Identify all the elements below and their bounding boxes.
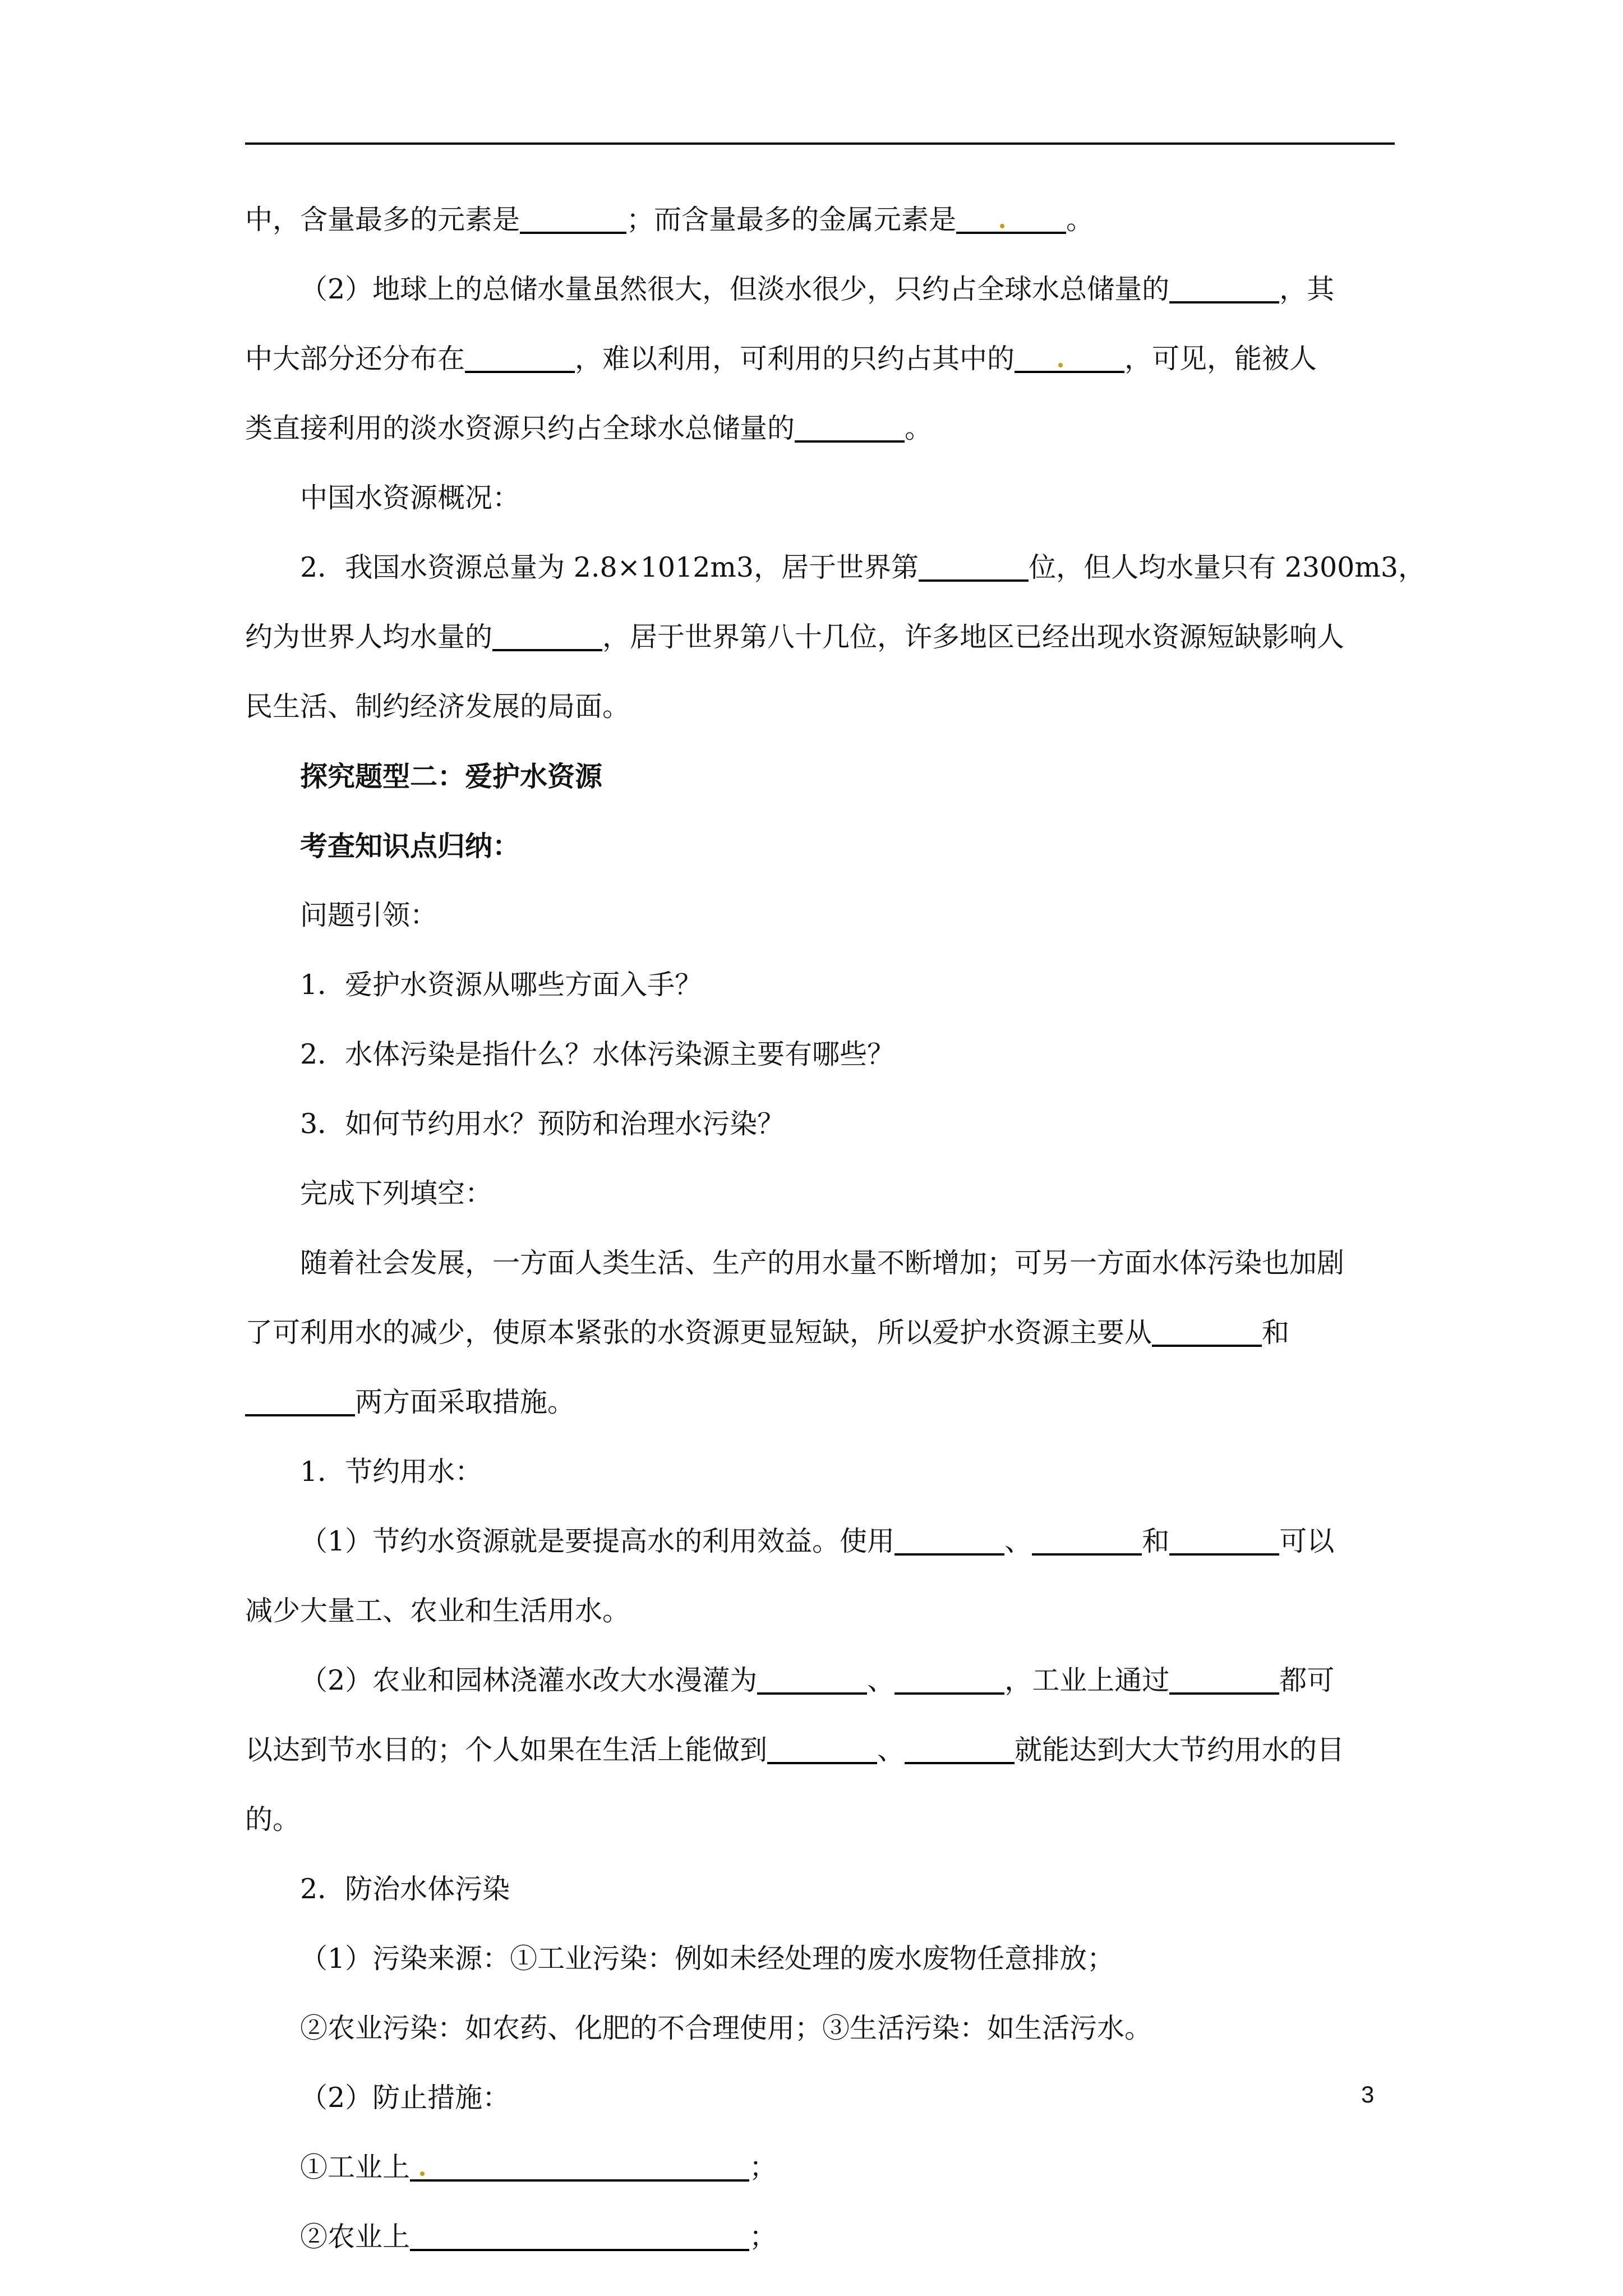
fill-blank[interactable]	[905, 1733, 1015, 1764]
paragraph-line	[245, 533, 1426, 602]
text: （2）地球上的总储水量虽然很大，但淡水很少，只约占全球水总储量的	[300, 273, 1170, 305]
paragraph-line	[245, 602, 1395, 672]
paragraph-line: （2）防止措施：	[300, 2082, 510, 2114]
text: 可以	[1279, 1525, 1335, 1557]
text: ②农业上	[300, 2221, 411, 2253]
text: 都可	[1279, 1664, 1335, 1696]
fill-blank[interactable]	[1015, 342, 1124, 373]
paragraph-line	[245, 2133, 1395, 2202]
fill-blank[interactable]	[1169, 272, 1279, 303]
text: 和	[1142, 1525, 1170, 1557]
question-item: 1．爱护水资源从哪些方面入手？	[300, 969, 703, 1001]
page-number: 3	[1361, 2081, 1375, 2108]
text: 、	[877, 1734, 905, 1766]
paragraph-line: 问题引领：	[300, 899, 438, 931]
text: 了可利用水的减少，使原本紧张的水资源更显短缺，所以爱护水资源主要从	[245, 1317, 1152, 1349]
paragraph-line	[245, 1368, 1395, 1437]
text: 、	[867, 1664, 895, 1696]
text: 中，含量最多的元素是	[245, 204, 520, 236]
text: 。	[905, 412, 933, 444]
fill-blank-long[interactable]	[410, 2220, 749, 2251]
fill-blank[interactable]	[520, 203, 626, 234]
section-subheading: 考查知识点归纳：	[300, 830, 520, 862]
text: 和	[1262, 1317, 1290, 1349]
text: 。	[1066, 204, 1094, 236]
text: ；而含量最多的金属元素是	[626, 204, 957, 236]
paragraph-line: 随着社会发展，一方面人类生活、生产的用水量不断增加；可另一方面水体污染也加剧	[300, 1247, 1345, 1279]
text: 位，但人均水量只有 2300m3，	[1029, 551, 1426, 583]
fill-blank[interactable]	[1169, 1524, 1279, 1556]
fill-blank[interactable]	[492, 620, 602, 651]
ink-dot	[420, 2171, 425, 2176]
fill-blank-long[interactable]	[410, 2150, 749, 2182]
text: ，难以利用，可利用的只约占其中的	[575, 343, 1015, 375]
paragraph-line: 的。	[245, 1803, 301, 1835]
text: ①工业上	[300, 2151, 411, 2183]
fill-blank[interactable]	[465, 342, 575, 373]
paragraph-line: 中国水资源概况：	[300, 482, 520, 514]
paragraph-line: 1．节约用水：	[300, 1456, 483, 1488]
text: （2）农业和园林浇灌水改大水漫灌为	[300, 1664, 758, 1696]
ink-dot	[1058, 363, 1063, 367]
paragraph-line: 完成下列填空：	[300, 1177, 493, 1209]
paragraph-line	[245, 1298, 1395, 1368]
paragraph-line: 减少大量工、农业和生活用水。	[245, 1595, 630, 1627]
paragraph-line	[245, 2202, 1395, 2272]
text: （1）节约水资源就是要提高水的利用效益。使用	[300, 1525, 895, 1557]
document-body	[245, 185, 1426, 2272]
text: ，其	[1279, 273, 1335, 305]
paragraph-line: ②农业污染：如农药、化肥的不合理使用；③生活污染：如生活污水。	[300, 2012, 1152, 2044]
text: 中大部分还分布在	[245, 343, 465, 375]
fill-blank[interactable]	[956, 203, 1066, 234]
fill-blank[interactable]	[795, 411, 905, 443]
paragraph-line: 民生活、制约经济发展的局面。	[245, 691, 630, 723]
text: 约为世界人均水量的	[245, 621, 493, 653]
paragraph-line	[245, 1646, 1395, 1715]
paragraph-line	[245, 185, 1395, 255]
text: 类直接利用的淡水资源只约占全球水总储量的	[245, 412, 795, 444]
ink-dot	[1000, 224, 1004, 228]
paragraph-line	[245, 255, 1395, 324]
fill-blank[interactable]	[1032, 1524, 1142, 1556]
text: ；	[749, 2151, 777, 2183]
paragraph-line: 2．防治水体污染	[300, 1873, 510, 1905]
fill-blank[interactable]	[245, 1385, 355, 1416]
text: 两方面采取措施。	[355, 1386, 575, 1418]
text: 以达到节水目的；个人如果在生活上能做到	[245, 1734, 768, 1766]
text: ；	[749, 2221, 777, 2253]
text: 2．我国水资源总量为 2.8×1012m3，居于世界第	[300, 551, 919, 583]
question-item: 2．水体污染是指什么？水体污染源主要有哪些？	[300, 1038, 895, 1070]
paragraph-line	[245, 394, 1395, 463]
header-rule	[245, 142, 1395, 145]
text: ，工业上通过	[1004, 1664, 1170, 1696]
question-item: 3．如何节约用水？预防和治理水污染？	[300, 1108, 785, 1140]
fill-blank[interactable]	[767, 1733, 877, 1764]
paragraph-line	[245, 1507, 1395, 1576]
fill-blank[interactable]	[919, 550, 1029, 582]
fill-blank[interactable]	[895, 1663, 1004, 1695]
text: 、	[1004, 1525, 1032, 1557]
fill-blank[interactable]	[757, 1663, 867, 1695]
paragraph-line	[245, 324, 1395, 394]
paragraph-line: （1）污染来源：①工业污染：例如未经处理的废水废物任意排放；	[300, 1943, 1115, 1975]
text: ，居于世界第八十几位，许多地区已经出现水资源短缺影响人	[602, 621, 1345, 653]
section-heading: 探究题型二：爱护水资源	[300, 760, 603, 793]
fill-blank[interactable]	[1169, 1663, 1279, 1695]
paragraph-line	[245, 1715, 1395, 1785]
fill-blank[interactable]	[1152, 1315, 1262, 1347]
text: ，可见，能被人	[1124, 343, 1317, 375]
fill-blank[interactable]	[895, 1524, 1004, 1556]
text: 就能达到大大节约用水的目	[1015, 1734, 1345, 1766]
